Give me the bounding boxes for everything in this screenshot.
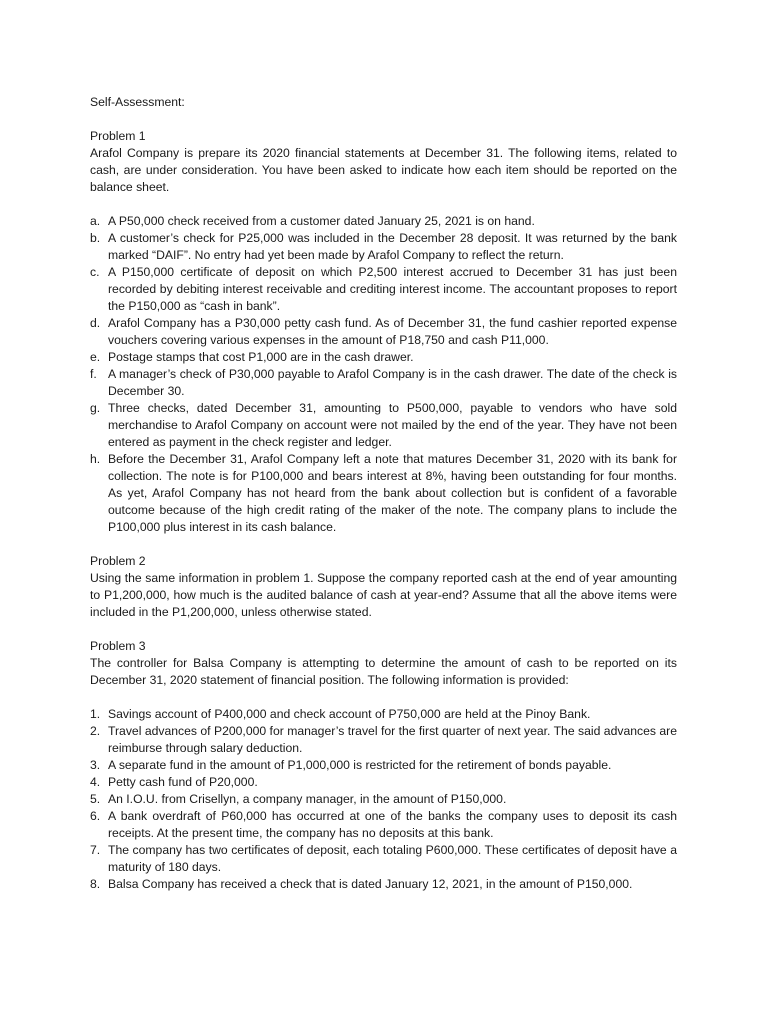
list-item-text: Petty cash fund of P20,000.: [108, 775, 258, 789]
list-marker: 2.: [90, 724, 101, 738]
list-item: [90, 723, 677, 757]
list-item-text: Travel advances of P200,000 for manager’s travel for the first quarter of next year. The said advances are reimburse through salary deduction.: [108, 724, 677, 755]
list-marker: b.: [90, 231, 101, 245]
list-item-text: A bank overdraft of P60,000 has occurred at one of the banks the company uses to deposit its cash receipts. At the present time, the company has no deposits at this bank.: [108, 809, 677, 840]
list-item: [90, 400, 677, 451]
list-item: [90, 842, 677, 876]
list-item-text: Balsa Company has received a check that is dated January 12, 2021, in the amount of P150,000.: [108, 877, 633, 891]
problem-1-title: Problem 1: [90, 129, 146, 143]
list-item-text: A P50,000 check received from a customer dated January 25, 2021 is on hand.: [108, 214, 535, 228]
document-page: [90, 94, 677, 893]
list-item: [90, 315, 677, 349]
list-item: [90, 451, 677, 536]
problem-2-title: Problem 2: [90, 554, 146, 568]
list-marker: a.: [90, 214, 101, 228]
problem-3-title: Problem 3: [90, 639, 146, 653]
list-marker: g.: [90, 401, 101, 415]
list-marker: d.: [90, 316, 101, 330]
list-marker: 7.: [90, 843, 101, 857]
list-marker: h.: [90, 452, 101, 466]
list-marker: 6.: [90, 809, 101, 823]
list-item: [90, 791, 677, 808]
problem-1-section: [90, 128, 677, 536]
problem-1-intro: Arafol Company is prepare its 2020 financial statements at December 31. The following items, related to cash, are under consideration. You have been asked to indicate how each item should be reported on the balance sheet.: [90, 146, 677, 194]
list-item-text: A separate fund in the amount of P1,000,000 is restricted for the retirement of bonds payable.: [108, 758, 612, 772]
list-item-text: A manager’s check of P30,000 payable to Arafol Company is in the cash drawer. The date of the check is December 30.: [108, 367, 677, 398]
problem-2-intro: Using the same information in problem 1. Suppose the company reported cash at the end of year amounting to P1,200,000, how much is the audited balance of cash at year-end? Assume that all the above items were included in the P1,200,000, unless otherwise stated.: [90, 571, 677, 619]
list-item-text: The company has two certificates of deposit, each totaling P600,000. These certificates of deposit have a maturity of 180 days.: [108, 843, 677, 874]
list-item-text: Arafol Company has a P30,000 petty cash fund. As of December 31, the fund cashier reported expense vouchers covering various expenses in the amount of P18,750 and cash P11,000.: [108, 316, 677, 347]
page-heading: Self-Assessment:: [90, 95, 185, 109]
list-item: [90, 774, 677, 791]
list-item: [90, 213, 677, 230]
problem-3-list: [90, 706, 677, 893]
list-marker: c.: [90, 265, 100, 279]
list-item-text: Postage stamps that cost P1,000 are in the cash drawer.: [108, 350, 414, 364]
list-marker: 5.: [90, 792, 101, 806]
list-item-text: Savings account of P400,000 and check account of P750,000 are held at the Pinoy Bank.: [108, 707, 591, 721]
list-item: [90, 230, 677, 264]
problem-3-intro: The controller for Balsa Company is attempting to determine the amount of cash to be reported on its December 31, 2020 statement of financial position. The following information is provided:: [90, 656, 677, 687]
list-marker: 1.: [90, 707, 101, 721]
list-item: [90, 366, 677, 400]
list-item: [90, 706, 677, 723]
problem-2-section: [90, 553, 677, 621]
list-item: [90, 808, 677, 842]
list-marker: 3.: [90, 758, 101, 772]
problem-3-section: [90, 638, 677, 893]
list-item: [90, 757, 677, 774]
list-item-text: A customer’s check for P25,000 was included in the December 28 deposit. It was returned by the bank marked “DAIF”. No entry had yet been made by Arafol Company to reflect the return.: [108, 231, 677, 262]
list-item: [90, 876, 677, 893]
problem-1-list: [90, 213, 677, 536]
list-marker: f.: [90, 367, 97, 381]
list-item-text: A P150,000 certificate of deposit on which P2,500 interest accrued to December 31 has just been recorded by debiting interest receivable and crediting interest income. The accountant proposes to report the P150,000 as “cash in bank”.: [108, 265, 677, 313]
list-item-text: Before the December 31, Arafol Company left a note that matures December 31, 2020 with its bank for collection. The note is for P100,000 and bears interest at 8%, having been outstanding for four months. As yet, Arafol Company has not heard from the bank about collection but is confident of a favorable outcome because of the high credit rating of the maker of the note. The company plans to include the P100,000 plus interest in its cash balance.: [108, 452, 677, 534]
list-marker: 8.: [90, 877, 101, 891]
list-marker: e.: [90, 350, 101, 364]
list-item-text: Three checks, dated December 31, amounting to P500,000, payable to vendors who have sold merchandise to Arafol Company on account were not mailed by the end of the year. They have not been entered as payment in the check register and ledger.: [108, 401, 677, 449]
list-item-text: An I.O.U. from Crisellyn, a company manager, in the amount of P150,000.: [108, 792, 507, 806]
list-marker: 4.: [90, 775, 101, 789]
list-item: [90, 264, 677, 315]
list-item: [90, 349, 677, 366]
